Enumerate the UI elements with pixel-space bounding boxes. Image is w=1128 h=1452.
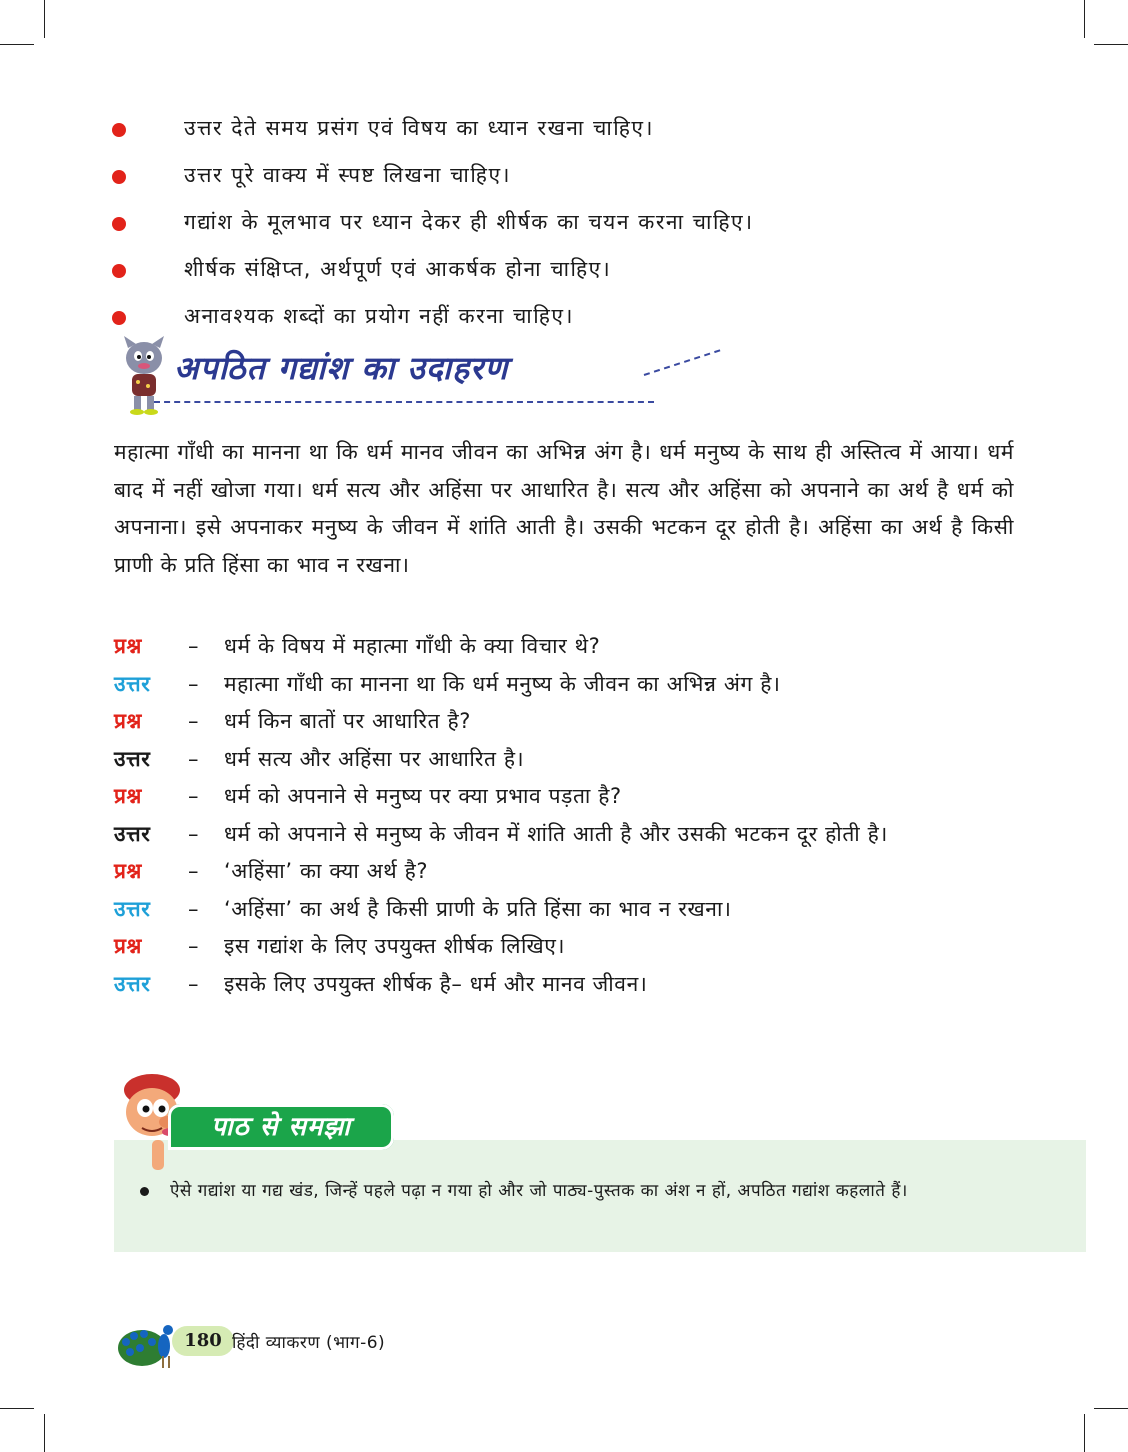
question-text: धर्म को अपनाने से मनुष्य पर क्या प्रभाव पड़ता है?: [224, 784, 622, 808]
question-label: प्रश्न: [114, 634, 142, 658]
question-row: [114, 628, 1014, 666]
answer-row: [114, 966, 1014, 1004]
question-row: [114, 928, 1014, 966]
answer-row: [114, 816, 1014, 854]
bullet-icon: [112, 264, 126, 278]
question-text: धर्म किन बातों पर आधारित है?: [224, 709, 471, 733]
bullet-icon: [112, 123, 126, 137]
answer-label: उत्तर: [114, 896, 151, 921]
cat-mascot-icon: [114, 336, 174, 416]
question-row: [114, 703, 1014, 741]
crop-mark: [1084, 0, 1085, 38]
list-item: [112, 202, 1012, 249]
dash: –: [188, 859, 200, 883]
crop-mark: [0, 1408, 34, 1409]
dash: –: [188, 784, 200, 808]
crop-mark: [0, 44, 34, 45]
passage-text: महात्मा गाँधी का मानना था कि धर्म मानव जीवन का अभिन्न अंग है। धर्म मनुष्य के साथ ही अस्तित्व में आया। धर्म बाद में नहीं खोजा गया। धर्म सत्य और अहिंसा पर आधारित है। सत्य और अहिंसा को अपनाने का अर्थ है धर्म को अपनाना। इसे अपनाकर मनुष्य के जीवन में शांति आती है। उसकी भटकन दूर होती है। अहिंसा का अर्थ है किसी प्राणी के प्रति हिंसा का भाव न रखना।: [114, 440, 1014, 577]
list-item-text: अनावश्यक शब्दों का प्रयोग नहीं करना चाहिए।: [184, 304, 574, 328]
summary-box: [114, 1140, 1086, 1252]
section-heading: [114, 336, 724, 416]
answer-text: ‘अहिंसा’ का अर्थ है किसी प्राणी के प्रति हिंसा का भाव न रखना।: [224, 896, 732, 921]
dash: –: [188, 671, 200, 696]
answer-row: [114, 741, 1014, 779]
heading-underline: [644, 349, 721, 376]
answer-text: इसके लिए उपयुक्त शीर्षक है– धर्म और मानव जीवन।: [224, 971, 648, 996]
list-item: [112, 108, 1012, 155]
summary-tab: [168, 1104, 394, 1150]
dash: –: [188, 709, 200, 733]
question-text: ‘अहिंसा’ का क्या अर्थ है?: [224, 859, 429, 883]
question-text: धर्म के विषय में महात्मा गाँधी के क्या विचार थे?: [224, 634, 601, 658]
dash: –: [188, 746, 200, 771]
crop-mark: [1094, 44, 1128, 45]
page-number-badge: [172, 1326, 234, 1356]
question-row: [114, 778, 1014, 816]
question-label: प्रश्न: [114, 784, 142, 808]
question-text: इस गद्यांश के लिए उपयुक्त शीर्षक लिखिए।: [224, 934, 566, 958]
dash: –: [188, 821, 200, 846]
heading-underline: [154, 401, 654, 403]
list-item-text: उत्तर पूरे वाक्य में स्पष्ट लिखना चाहिए।: [184, 163, 512, 187]
dash: –: [188, 896, 200, 921]
qa-list: [114, 628, 1014, 1003]
question-row: [114, 853, 1014, 891]
dash: –: [188, 634, 200, 658]
list-item-text: गद्यांश के मूलभाव पर ध्यान देकर ही शीर्षक का चयन करना चाहिए।: [184, 210, 754, 234]
bullet-icon: [112, 311, 126, 325]
page-number: 180: [184, 1330, 222, 1351]
list-item: [112, 249, 1012, 296]
bullet-icon: [140, 1187, 149, 1196]
crop-mark: [44, 0, 45, 38]
summary-tab-label: पाठ से समझा: [211, 1112, 351, 1142]
section-heading-title: अपठित गद्यांश का उदाहरण: [174, 349, 509, 387]
list-item-text: उत्तर देते समय प्रसंग एवं विषय का ध्यान रखना चाहिए।: [184, 116, 654, 140]
crop-mark: [1084, 1414, 1085, 1452]
bullet-icon: [112, 217, 126, 231]
dash: –: [188, 934, 200, 958]
answer-text: धर्म सत्य और अहिंसा पर आधारित है।: [224, 746, 525, 771]
crop-mark: [1094, 1408, 1128, 1409]
question-label: प्रश्न: [114, 859, 142, 883]
answer-label: उत्तर: [114, 671, 151, 696]
answer-label: उत्तर: [114, 971, 151, 996]
answer-row: [114, 666, 1014, 704]
bullet-icon: [112, 170, 126, 184]
guideline-list: [112, 108, 1012, 343]
page-footer: [116, 1312, 616, 1372]
dash: –: [188, 971, 200, 996]
question-label: प्रश्न: [114, 709, 142, 733]
crop-mark: [44, 1414, 45, 1452]
answer-label: उत्तर: [114, 821, 151, 846]
list-item-text: शीर्षक संक्षिप्त, अर्थपूर्ण एवं आकर्षक होना चाहिए।: [184, 257, 612, 281]
answer-row: [114, 891, 1014, 929]
list-item: [112, 155, 1012, 202]
book-title: हिंदी व्याकरण (भाग-6): [232, 1333, 386, 1353]
answer-text: महात्मा गाँधी का मानना था कि धर्म मनुष्य के जीवन का अभिन्न अंग है।: [224, 671, 781, 696]
answer-text: धर्म को अपनाने से मनुष्य के जीवन में शांति आती है और उसकी भटकन दूर होती है।: [224, 821, 888, 846]
answer-label: उत्तर: [114, 746, 151, 771]
question-label: प्रश्न: [114, 934, 142, 958]
summary-text: ऐसे गद्यांश या गद्य खंड, जिन्हें पहले पढ़ा न गया हो और जो पाठ्य-पुस्तक का अंश न हों, अपठित गद्यांश कहलाते हैं।: [170, 1181, 908, 1201]
